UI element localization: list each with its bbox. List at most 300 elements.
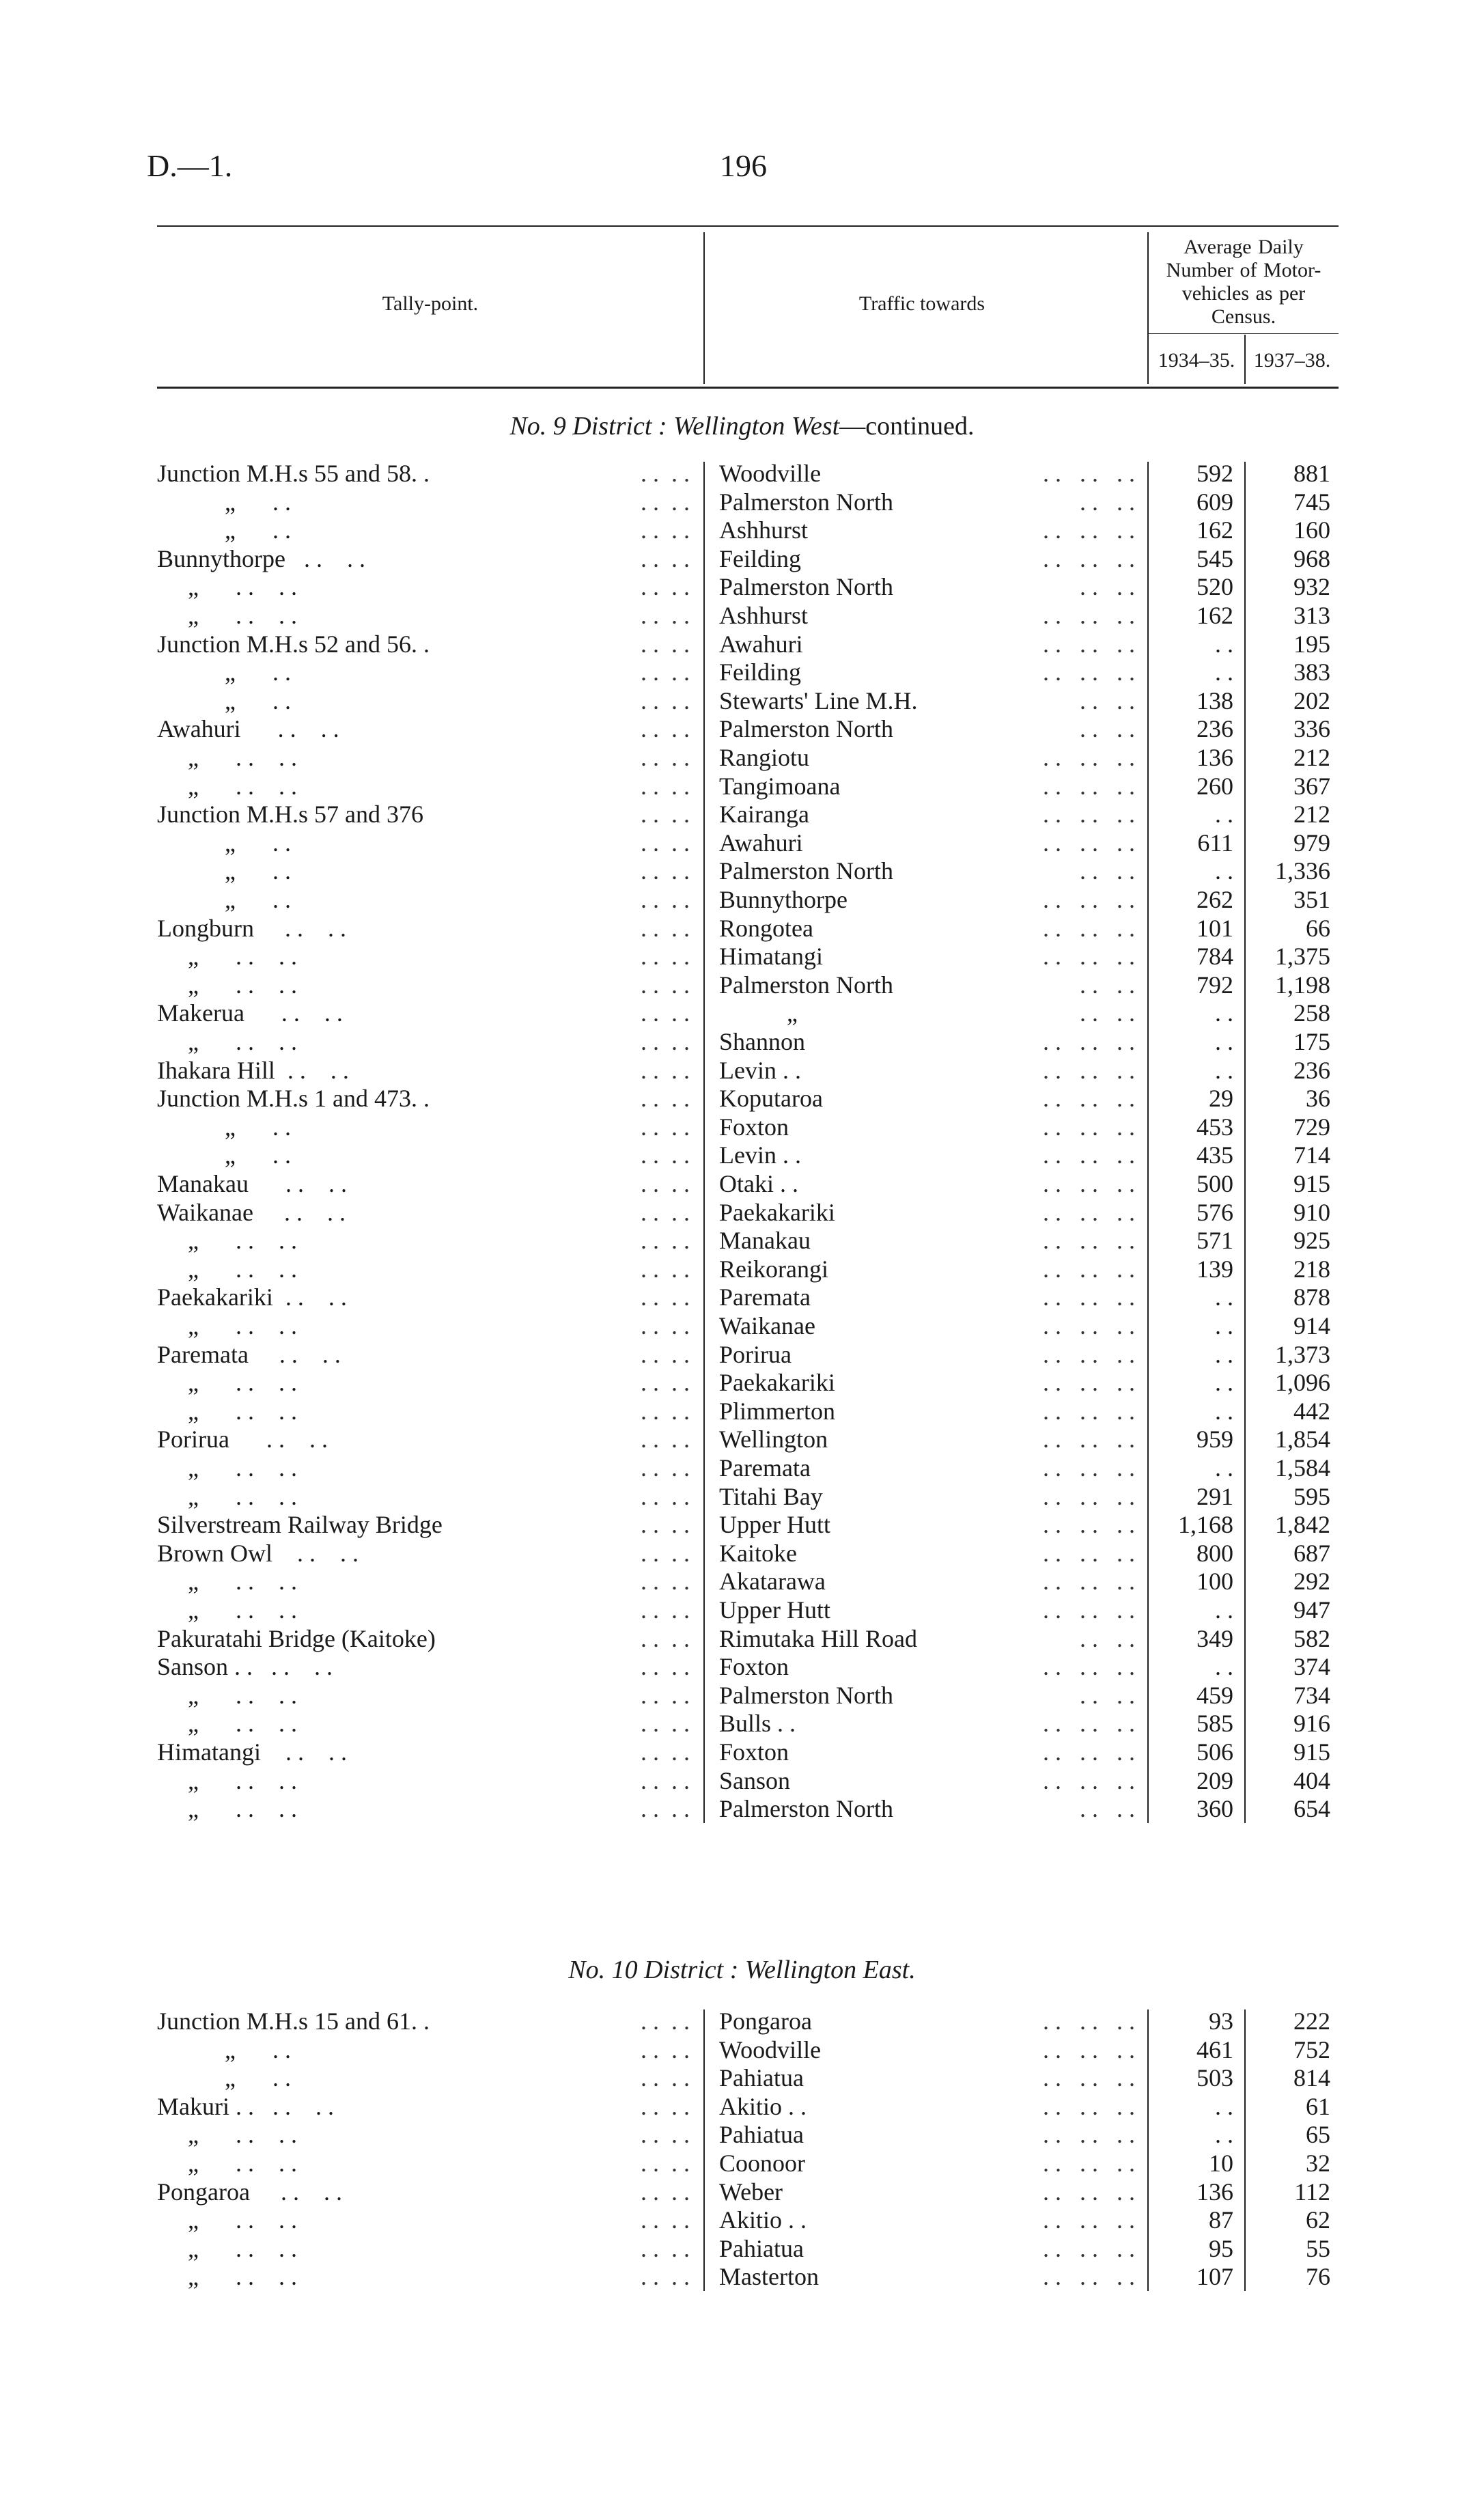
traffic-towards-cell: Rangiotu [719, 744, 809, 771]
leader-dots: . . . . [641, 2007, 690, 2035]
tally-point-cell: „ . . . . [157, 2121, 297, 2149]
traffic-towards-cell: Awahuri [719, 630, 803, 658]
count-1934-cell: 136 [1196, 744, 1233, 771]
leader-dots: . . . . . . [1043, 602, 1135, 629]
count-1934-cell: 349 [1196, 1624, 1233, 1652]
leader-dots: . . . . [641, 744, 690, 771]
traffic-towards-cell: Akitio . . [719, 2206, 807, 2234]
traffic-towards-cell: Shannon [719, 1028, 805, 1055]
tally-point-cell: „ . . . . [157, 1568, 297, 1596]
traffic-towards-cell: Woodville [719, 2035, 822, 2063]
tally-point-cell: Pongaroa . . . . [157, 2178, 342, 2206]
count-1937-cell: 1,198 [1275, 971, 1330, 999]
count-1937-cell: 258 [1293, 999, 1330, 1027]
leader-dots: . . . . [641, 1283, 690, 1311]
traffic-towards-cell: Pongaroa [719, 2007, 812, 2035]
table-row [0, 1368, 1484, 1397]
count-1934-cell: . . [1215, 857, 1233, 885]
leader-dots: . . . . [1080, 686, 1135, 714]
leader-dots: . . . . . . [1043, 2121, 1135, 2149]
leader-dots: . . . . [641, 658, 690, 686]
tally-point-cell: Makuri . . . . . . [157, 2092, 334, 2120]
leader-dots: . . . . . . [1043, 630, 1135, 658]
count-1937-cell: 745 [1293, 488, 1330, 516]
traffic-towards-cell: Wellington [719, 1426, 828, 1454]
count-1934-cell: 107 [1196, 2263, 1233, 2291]
leader-dots: . . . . [641, 1340, 690, 1368]
count-1937-cell: 351 [1293, 886, 1330, 913]
traffic-towards-cell: Paekakariki [719, 1369, 835, 1397]
count-1937-cell: 62 [1306, 2206, 1330, 2234]
count-1937-cell: 734 [1293, 1681, 1330, 1709]
leader-dots: . . . . [1080, 573, 1135, 601]
table-row [0, 1340, 1484, 1369]
leader-dots: . . . . [641, 488, 690, 516]
tally-point-cell: „ . . . . [157, 602, 297, 629]
leader-dots: . . . . [641, 1681, 690, 1709]
leader-dots: . . . . . . [1043, 1766, 1135, 1794]
table-row [0, 601, 1484, 630]
traffic-towards-cell: Palmerston North [719, 573, 893, 601]
leader-dots: . . . . [641, 886, 690, 913]
count-1934-cell: 29 [1209, 1085, 1233, 1113]
section-name: Wellington East. [744, 1956, 916, 1984]
tally-point-cell: „ . . [157, 488, 291, 516]
tally-point-cell: „ . . [157, 1113, 291, 1141]
body-divider-2 [1147, 462, 1149, 1823]
table-row [0, 1425, 1484, 1454]
leader-dots: . . . . [641, 2206, 690, 2234]
table-row [0, 2234, 1484, 2263]
count-1934-cell: . . [1215, 1312, 1233, 1339]
leader-dots: . . . . [641, 857, 690, 885]
traffic-towards-cell: Upper Hutt [719, 1511, 830, 1539]
section-heading-no9 [0, 411, 1484, 441]
tally-point-cell: „ . . . . [157, 1681, 297, 1709]
leader-dots: . . . . [641, 2092, 690, 2120]
table-row [0, 971, 1484, 999]
leader-dots: . . . . [641, 1710, 690, 1738]
leader-dots: . . . . . . [1043, 544, 1135, 572]
table-row [0, 459, 1484, 488]
leader-dots: . . . . [641, 1766, 690, 1794]
traffic-towards-cell: Sanson [719, 1766, 791, 1794]
tally-point-cell: Junction M.H.s 1 and 473. . [157, 1085, 430, 1113]
leader-dots: . . . . . . [1043, 1198, 1135, 1226]
tally-point-cell: Porirua . . . . [157, 1426, 328, 1454]
tally-point-cell: Waikanae . . . . [157, 1198, 346, 1226]
tally-point-cell: Longburn . . . . [157, 914, 346, 942]
leader-dots: . . . . [641, 1312, 690, 1339]
table-row [0, 942, 1484, 971]
count-1934-cell: 162 [1196, 602, 1233, 629]
leader-dots: . . . . [641, 829, 690, 857]
count-1934-cell: 262 [1196, 886, 1233, 913]
count-1937-cell: 968 [1293, 544, 1330, 572]
tally-point-cell: „ . . [157, 886, 291, 913]
table-row [0, 2120, 1484, 2149]
count-1934-cell: 545 [1196, 544, 1233, 572]
leader-dots: . . . . [641, 686, 690, 714]
count-1934-cell: 800 [1196, 1539, 1233, 1567]
count-1934-cell: 792 [1196, 971, 1233, 999]
tally-point-cell: „ . . . . [157, 1227, 297, 1255]
table-row [0, 516, 1484, 544]
count-1937-cell: 336 [1293, 715, 1330, 743]
count-1934-cell: . . [1215, 1028, 1233, 1055]
traffic-towards-cell: Palmerston North [719, 1795, 893, 1823]
table-row [0, 1482, 1484, 1511]
count-1934-cell: 520 [1196, 573, 1233, 601]
table-row [0, 2149, 1484, 2178]
count-1937-cell: 1,336 [1275, 857, 1330, 885]
header-year-1937: 1937–38. [1253, 349, 1331, 372]
leader-dots: . . . . [641, 772, 690, 800]
leader-dots: . . . . . . [1043, 943, 1135, 971]
leader-dots: . . . . [1080, 715, 1135, 743]
traffic-towards-cell: Weber [719, 2178, 783, 2206]
leader-dots: . . . . [641, 2121, 690, 2149]
tally-point-cell: Junction M.H.s 52 and 56. . [157, 630, 430, 658]
count-1934-cell: 136 [1196, 2178, 1233, 2206]
count-1934-cell: . . [1215, 2121, 1233, 2149]
leader-dots: . . . . [641, 2035, 690, 2063]
leader-dots: . . . . [641, 630, 690, 658]
count-1937-cell: 814 [1293, 2064, 1330, 2092]
table-row [0, 1397, 1484, 1426]
table-row [0, 1652, 1484, 1681]
table-row [0, 2063, 1484, 2092]
tally-point-cell: „ . . . . [157, 1596, 297, 1624]
count-1937-cell: 195 [1293, 630, 1330, 658]
count-1937-cell: 212 [1293, 744, 1330, 771]
table-row [0, 772, 1484, 801]
leader-dots: . . . . [641, 943, 690, 971]
count-1937-cell: 1,584 [1275, 1454, 1330, 1482]
count-1934-cell: 576 [1196, 1198, 1233, 1226]
count-1937-cell: 714 [1293, 1141, 1330, 1169]
table-row [0, 1567, 1484, 1596]
traffic-towards-cell: Plimmerton [719, 1397, 835, 1425]
leader-dots: . . . . [641, 1596, 690, 1624]
count-1934-cell: . . [1215, 1056, 1233, 1084]
leader-dots: . . . . . . [1043, 2035, 1135, 2063]
count-1937-cell: 292 [1293, 1568, 1330, 1596]
leader-dots: . . . . [641, 1255, 690, 1283]
table-row [0, 743, 1484, 772]
count-1934-cell: 260 [1196, 772, 1233, 800]
count-1937-cell: 932 [1293, 573, 1330, 601]
table-row [0, 544, 1484, 573]
count-1937-cell: 878 [1293, 1283, 1330, 1311]
tally-point-cell: „ . . . . [157, 1369, 297, 1397]
leader-dots: . . . . [641, 573, 690, 601]
tally-point-cell: Awahuri . . . . [157, 715, 339, 743]
traffic-towards-cell: Bunnythorpe [719, 886, 848, 913]
count-1937-cell: 1,373 [1275, 1340, 1330, 1368]
leader-dots: . . . . [641, 715, 690, 743]
leader-dots: . . . . [1080, 857, 1135, 885]
tally-point-cell: „ . . . . [157, 971, 297, 999]
tally-point-cell: „ . . . . [157, 1312, 297, 1339]
leader-dots: . . . . . . [1043, 2178, 1135, 2206]
count-1937-cell: 65 [1306, 2121, 1330, 2149]
count-1934-cell: . . [1215, 999, 1233, 1027]
header-divider-1 [703, 232, 705, 384]
table-row [0, 1738, 1484, 1766]
count-1937-cell: 404 [1293, 1766, 1330, 1794]
table-row [0, 1283, 1484, 1311]
tally-point-cell: „ . . . . [157, 1028, 297, 1055]
table-row [0, 800, 1484, 829]
count-1934-cell: 10 [1209, 2150, 1233, 2177]
traffic-towards-cell: Paekakariki [719, 1198, 835, 1226]
count-1937-cell: 595 [1293, 1482, 1330, 1510]
body-divider-1 [703, 2010, 705, 2291]
table-row [0, 2007, 1484, 2035]
section-prefix: No. 9 District : [509, 412, 667, 441]
body-divider-1 [703, 462, 705, 1823]
traffic-towards-cell: Koputaroa [719, 1085, 823, 1113]
count-1937-cell: 367 [1293, 772, 1330, 800]
leader-dots: . . . . . . [1043, 2206, 1135, 2234]
leader-dots: . . . . . . [1043, 516, 1135, 544]
table-row [0, 2262, 1484, 2291]
tally-point-cell: Pakuratahi Bridge (Kaitoke) [157, 1624, 436, 1652]
traffic-towards-cell: Pahiatua [719, 2234, 804, 2262]
count-1934-cell: . . [1215, 1369, 1233, 1397]
traffic-towards-cell: Pahiatua [719, 2121, 804, 2149]
table-row [0, 1794, 1484, 1823]
header-traffic-towards: Traffic towards [858, 292, 985, 315]
tally-point-cell: Paremata . . . . [157, 1340, 341, 1368]
leader-dots: . . . . . . [1043, 1426, 1135, 1454]
leader-dots: . . . . . . [1043, 1113, 1135, 1141]
table-row [0, 1454, 1484, 1482]
traffic-towards-cell: Rongotea [719, 914, 813, 942]
table-row [0, 1596, 1484, 1624]
table-row [0, 885, 1484, 914]
count-1934-cell: 100 [1196, 1568, 1233, 1596]
table-row [0, 1539, 1484, 1568]
leader-dots: . . . . [641, 2064, 690, 2092]
leader-dots: . . . . [641, 1397, 690, 1425]
leader-dots: . . . . [641, 1539, 690, 1567]
count-1937-cell: 582 [1293, 1624, 1330, 1652]
table-row [0, 1510, 1484, 1539]
tally-point-cell: „ . . . . [157, 2263, 297, 2291]
count-1934-cell: 139 [1196, 1255, 1233, 1283]
leader-dots: . . . . . . [1043, 829, 1135, 857]
leader-dots: . . . . [641, 544, 690, 572]
tally-point-cell: Junction M.H.s 55 and 58. . [157, 460, 430, 487]
table-row [0, 1141, 1484, 1169]
traffic-towards-cell: Palmerston North [719, 1681, 893, 1709]
count-1934-cell: . . [1215, 801, 1233, 829]
leader-dots: . . . . [641, 1141, 690, 1169]
leader-dots: . . . . . . [1043, 1141, 1135, 1169]
count-1937-cell: 752 [1293, 2035, 1330, 2063]
leader-dots: . . . . . . [1043, 1170, 1135, 1197]
leader-dots: . . . . . . [1043, 1568, 1135, 1596]
tally-point-cell: Silverstream Railway Bridge [157, 1511, 443, 1539]
table-row [0, 1681, 1484, 1710]
table-row [0, 999, 1484, 1027]
count-1937-cell: 914 [1293, 1312, 1330, 1339]
tally-point-cell: „ . . . . [157, 2206, 297, 2234]
body-divider-3 [1244, 2010, 1246, 2291]
traffic-towards-cell: Akitio . . [719, 2092, 807, 2120]
leader-dots: . . . . [641, 1198, 690, 1226]
tally-point-cell: Sanson . . . . . . [157, 1653, 333, 1681]
leader-dots: . . . . [641, 1454, 690, 1482]
leader-dots: . . . . . . [1043, 1283, 1135, 1311]
count-1934-cell: 162 [1196, 516, 1233, 544]
leader-dots: . . . . [641, 1738, 690, 1766]
count-1934-cell: 461 [1196, 2035, 1233, 2063]
leader-dots: . . . . [641, 801, 690, 829]
leader-dots: . . . . . . [1043, 1539, 1135, 1567]
count-1934-cell: 503 [1196, 2064, 1233, 2092]
count-1934-cell: 500 [1196, 1170, 1233, 1197]
leader-dots: . . . . [1080, 999, 1135, 1027]
count-1937-cell: 916 [1293, 1710, 1330, 1738]
count-1937-cell: 32 [1306, 2150, 1330, 2177]
leader-dots: . . . . . . [1043, 2092, 1135, 2120]
leader-dots: . . . . [641, 999, 690, 1027]
table-row [0, 1255, 1484, 1283]
count-1934-cell: 101 [1196, 914, 1233, 942]
leader-dots: . . . . [1080, 1624, 1135, 1652]
count-1937-cell: 729 [1293, 1113, 1330, 1141]
leader-dots: . . . . . . [1043, 1454, 1135, 1482]
traffic-towards-cell: Feilding [719, 544, 802, 572]
tally-point-cell: „ . . . . [157, 2234, 297, 2262]
section-heading-no10 [0, 1955, 1484, 1985]
leader-dots: . . . . . . [1043, 2263, 1135, 2291]
section-prefix: No. 10 District : [568, 1956, 739, 1984]
table-row [0, 658, 1484, 686]
tally-point-cell: „ . . . . [157, 772, 297, 800]
leader-dots: . . . . [641, 2150, 690, 2177]
tally-point-cell: „ . . . . [157, 1710, 297, 1738]
tally-point-cell: „ . . [157, 2035, 291, 2063]
leader-dots: . . . . [641, 1511, 690, 1539]
table-row [0, 1169, 1484, 1198]
header-top-rule [157, 225, 1339, 227]
leader-dots: . . . . [1080, 488, 1135, 516]
traffic-towards-cell: Reikorangi [719, 1255, 828, 1283]
count-1937-cell: 915 [1293, 1738, 1330, 1766]
count-1934-cell: 93 [1209, 2007, 1233, 2035]
leader-dots: . . . . . . [1043, 1028, 1135, 1055]
traffic-towards-cell: Foxton [719, 1738, 789, 1766]
leader-dots: . . . . . . [1043, 801, 1135, 829]
table-row [0, 488, 1484, 516]
tally-point-cell: „ . . . . [157, 1255, 297, 1283]
traffic-towards-cell: Otaki . . [719, 1170, 798, 1197]
traffic-towards-cell: Palmerston North [719, 488, 893, 516]
tally-point-cell: „ . . . . [157, 1766, 297, 1794]
traffic-towards-cell: Upper Hutt [719, 1596, 830, 1624]
count-1937-cell: 881 [1293, 460, 1330, 487]
table-row [0, 1027, 1484, 1056]
leader-dots: . . . . . . [1043, 658, 1135, 686]
count-1934-cell: 138 [1196, 686, 1233, 714]
leader-dots: . . . . . . [1043, 1255, 1135, 1283]
leader-dots: . . . . [641, 1482, 690, 1510]
leader-dots: . . . . [641, 914, 690, 942]
leader-dots: . . . . . . [1043, 914, 1135, 942]
table-row [0, 1709, 1484, 1738]
leader-dots: . . . . . . [1043, 2007, 1135, 2035]
count-1937-cell: 313 [1293, 602, 1330, 629]
tally-point-cell: „ . . . . [157, 1454, 297, 1482]
count-1934-cell: 784 [1196, 943, 1233, 971]
table-row [0, 2035, 1484, 2064]
table-row [0, 857, 1484, 885]
count-1934-cell: 291 [1196, 1482, 1233, 1510]
leader-dots: . . . . [641, 1085, 690, 1113]
table-row [0, 829, 1484, 857]
leader-dots: . . . . [641, 1426, 690, 1454]
count-1937-cell: 925 [1293, 1227, 1330, 1255]
leader-dots: . . . . . . [1043, 1312, 1135, 1339]
table-row [0, 2092, 1484, 2121]
count-1937-cell: 55 [1306, 2234, 1330, 2262]
tally-point-cell: „ . . [157, 658, 291, 686]
leader-dots: . . . . [641, 1028, 690, 1055]
leader-dots: . . . . [641, 971, 690, 999]
traffic-towards-cell: Tangimoana [719, 772, 841, 800]
traffic-towards-cell: Titahi Bay [719, 1482, 823, 1510]
leader-dots: . . . . [641, 516, 690, 544]
count-1937-cell: 915 [1293, 1170, 1330, 1197]
count-1934-cell: 435 [1196, 1141, 1233, 1169]
traffic-towards-cell: „ [719, 999, 798, 1027]
tally-point-cell: Manakau . . . . [157, 1170, 347, 1197]
count-1937-cell: 76 [1306, 2263, 1330, 2291]
leader-dots: . . . . . . [1043, 1710, 1135, 1738]
leader-dots: . . . . . . [1043, 1482, 1135, 1510]
traffic-towards-cell: Ashhurst [719, 602, 809, 629]
header-year-rule [1149, 333, 1339, 334]
leader-dots: . . . . . . [1043, 2064, 1135, 2092]
body-divider-2 [1147, 2010, 1149, 2291]
traffic-towards-cell: Feilding [719, 658, 802, 686]
traffic-towards-cell: Waikanae [719, 1312, 816, 1339]
table-row [0, 686, 1484, 715]
leader-dots: . . . . . . [1043, 1369, 1135, 1397]
leader-dots: . . . . [641, 460, 690, 487]
section-name: Wellington West [673, 412, 840, 441]
table-row [0, 2206, 1484, 2234]
leader-dots: . . . . . . [1043, 1596, 1135, 1624]
tally-point-cell: „ . . . . [157, 1482, 297, 1510]
traffic-towards-cell: Palmerston North [719, 715, 893, 743]
traffic-towards-cell: Manakau [719, 1227, 811, 1255]
count-1934-cell: . . [1215, 1454, 1233, 1482]
leader-dots: . . . . [641, 2234, 690, 2262]
count-1937-cell: 175 [1293, 1028, 1330, 1055]
traffic-towards-cell: Pahiatua [719, 2064, 804, 2092]
count-1937-cell: 36 [1306, 1085, 1330, 1113]
count-1934-cell: 609 [1196, 488, 1233, 516]
count-1937-cell: 374 [1293, 1653, 1330, 1681]
leader-dots: . . . . . . [1043, 772, 1135, 800]
traffic-towards-cell: Woodville [719, 460, 822, 487]
leader-dots: . . . . [641, 1369, 690, 1397]
